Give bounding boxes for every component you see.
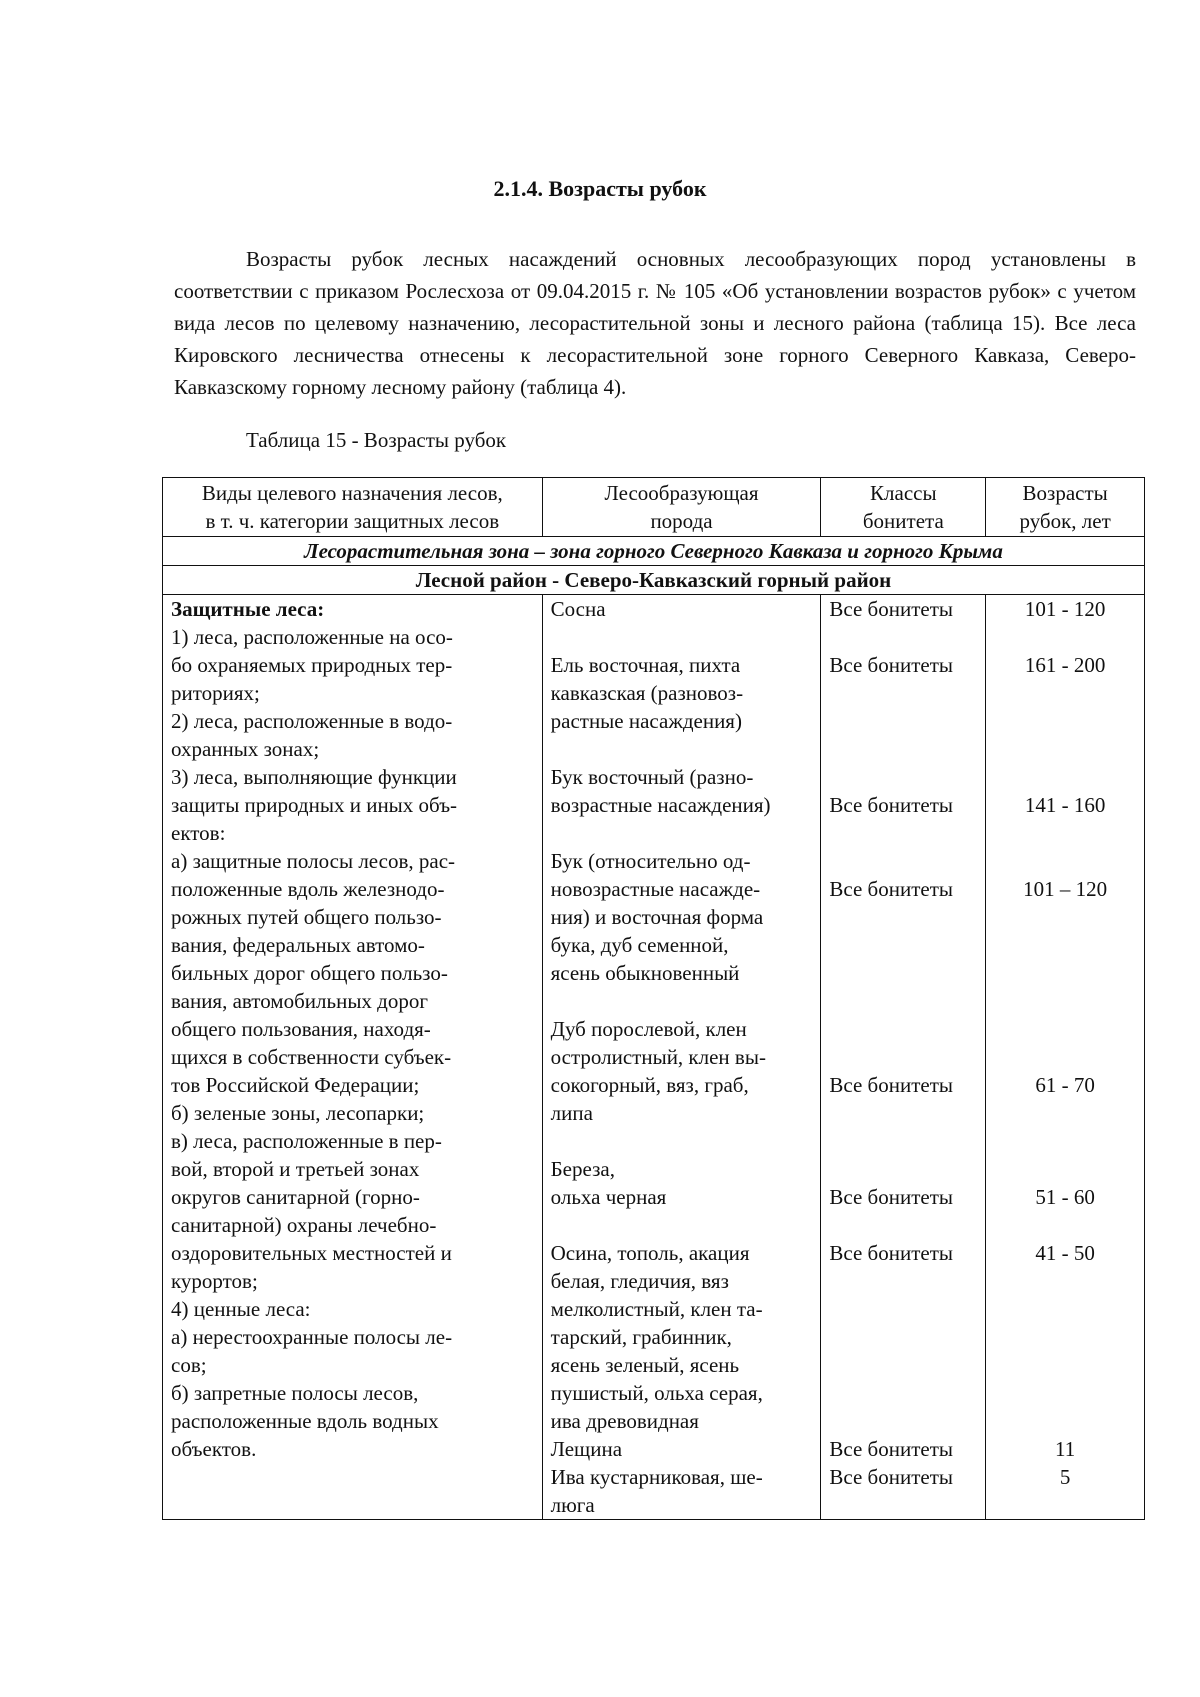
- cutting-age-table: [162, 477, 1145, 1520]
- age-line: 161 - 200: [1024, 653, 1106, 677]
- age-line: 11: [1055, 1437, 1076, 1461]
- class-line: [829, 1351, 977, 1379]
- age-line: [994, 1155, 1136, 1183]
- forest-purpose-line: 1) леса, расположенные на осо-: [171, 625, 453, 649]
- class-line: [829, 1099, 977, 1127]
- age-line: [994, 1127, 1136, 1155]
- forest-purpose-line: бильных дорог общего пользо-: [171, 961, 448, 985]
- age-line: [994, 707, 1136, 735]
- species-line: возрастные насаждения): [550, 793, 771, 817]
- age-line: 51 - 60: [1035, 1185, 1095, 1209]
- class-line: Все бонитеты: [829, 1185, 954, 1209]
- species-line: Бук (относительно од-: [550, 849, 751, 873]
- age-line: [994, 1407, 1136, 1435]
- species-line: Осина, тополь, акация: [550, 1241, 750, 1265]
- forest-purpose-line: б) зеленые зоны, лесопарки;: [171, 1101, 425, 1125]
- class-line: [829, 679, 977, 707]
- forest-purpose-line: в) леса, расположенные в пер-: [171, 1129, 442, 1153]
- class-line: [829, 707, 977, 735]
- age-line: [994, 819, 1136, 847]
- header-species: Лесообразующая порода: [542, 478, 821, 537]
- species-line: белая, гледичия, вяз: [550, 1269, 729, 1293]
- age-line: [994, 1211, 1136, 1239]
- species-line: [551, 987, 813, 1015]
- age-line: [994, 1015, 1136, 1043]
- class-line: [829, 1127, 977, 1155]
- species-line: Сосна: [550, 597, 606, 621]
- class-line: [829, 903, 977, 931]
- class-line: [829, 931, 977, 959]
- class-line: [829, 1015, 977, 1043]
- age-line: 101 – 120: [1023, 877, 1108, 901]
- species-line: бука, дуб семенной,: [550, 933, 729, 957]
- forest-purpose-line: а) защитные полосы лесов, рас-: [171, 849, 456, 873]
- class-line: Все бонитеты: [829, 877, 954, 901]
- age-line: [994, 847, 1136, 875]
- class-line: [829, 623, 977, 651]
- forest-purpose-line: рожных путей общего пользо-: [171, 905, 442, 929]
- species-line: Ива кустарниковая, ше-: [550, 1465, 763, 1489]
- zone-title: Лесорастительная зона – зона горного Северного Кавказа и горного Крыма: [163, 537, 1145, 566]
- forest-purpose-line: объектов.: [171, 1437, 257, 1461]
- age-line: [994, 987, 1136, 1015]
- class-line: [829, 1323, 977, 1351]
- species-line: Береза,: [550, 1157, 615, 1181]
- class-line: [829, 1407, 977, 1435]
- forest-purpose-line: сов;: [171, 1353, 207, 1377]
- class-line: [829, 959, 977, 987]
- class-line: Все бонитеты: [829, 1465, 954, 1489]
- species-line: мелколистный, клен та-: [550, 1297, 763, 1321]
- age-cell: [986, 595, 1145, 1520]
- age-line: 141 - 160: [1024, 793, 1106, 817]
- age-line: [994, 1099, 1136, 1127]
- species-line: Дуб порослевой, клен: [550, 1017, 747, 1041]
- forest-purpose-line: расположенные вдоль водных: [171, 1409, 439, 1433]
- class-line: [829, 735, 977, 763]
- intro-paragraph: Возрасты рубок лесных насаждений основных лесообразующих пород установлены в соответствии с приказом Рослесхоза от 09.04.2015 г. № 105 «Об установлении возрастов рубок» с учетом вида лесов по целевому назначению, лесорастительной зоны и лесного района (таблица 15). Все леса Кировского лесничества отнесены к лесорастительной зоне горного Северного Кавказа, Северо-Кавказскому горному лесному району (таблица 4).: [174, 247, 1136, 399]
- forest-purpose-line: тов Российской Федерации;: [171, 1073, 420, 1097]
- age-line: [994, 903, 1136, 931]
- species-line: ясень обыкновенный: [550, 961, 740, 985]
- class-line: [829, 987, 977, 1015]
- forest-purpose-line: бо охраняемых природных тер-: [171, 653, 453, 677]
- species-line: люга: [550, 1493, 595, 1517]
- class-cell: [821, 595, 986, 1520]
- forest-purpose-line: общего пользования, находя-: [171, 1017, 431, 1041]
- age-line: [994, 959, 1136, 987]
- class-line: [829, 1211, 977, 1239]
- species-line: кавказская (разновоз-: [550, 681, 744, 705]
- table-body-row: [163, 595, 1145, 1520]
- forest-purpose-line: ектов:: [171, 821, 226, 845]
- forest-purpose-line: вой, второй и третьей зонах: [171, 1157, 420, 1181]
- age-line: 5: [1059, 1465, 1071, 1489]
- species-line: Бук восточный (разно-: [550, 765, 754, 789]
- age-line: [994, 1043, 1136, 1071]
- class-line: [829, 1043, 977, 1071]
- class-line: [829, 819, 977, 847]
- forest-purpose-line: курортов;: [171, 1269, 258, 1293]
- forest-purpose-line: щихся в собственности субъек-: [171, 1045, 452, 1069]
- forest-purpose-line: округов санитарной (горно-: [171, 1185, 420, 1209]
- forest-purpose-line: Защитные леса:: [171, 597, 325, 621]
- zone-row: [163, 537, 1145, 566]
- age-line: 41 - 50: [1035, 1241, 1095, 1265]
- age-line: 61 - 70: [1035, 1073, 1095, 1097]
- age-line: [994, 623, 1136, 651]
- species-line: Лещина: [550, 1437, 623, 1461]
- forest-purpose-line: 3) леса, выполняющие функции: [171, 765, 457, 789]
- species-line: остролистный, клен вы-: [550, 1045, 766, 1069]
- header-class: Классы бонитета: [821, 478, 986, 537]
- age-line: [994, 679, 1136, 707]
- forest-purpose-line: защиты природных и иных объ-: [171, 793, 458, 817]
- species-line: [551, 1211, 813, 1239]
- header-purpose: Виды целевого назначения лесов, в т. ч. категории защитных лесов: [163, 478, 543, 537]
- species-line: новозрастные насажде-: [550, 877, 761, 901]
- forest-purpose-line: охранных зонах;: [171, 737, 320, 761]
- class-line: Все бонитеты: [829, 1437, 954, 1461]
- species-line: ольха черная: [550, 1185, 667, 1209]
- species-line: [551, 1127, 813, 1155]
- species-cell: [542, 595, 821, 1520]
- class-line: Все бонитеты: [829, 597, 954, 621]
- age-line: [994, 763, 1136, 791]
- class-line: [829, 1155, 977, 1183]
- species-line: Ель восточная, пихта: [550, 653, 741, 677]
- class-line: [829, 763, 977, 791]
- species-line: пушистый, ольха серая,: [550, 1381, 763, 1405]
- forest-purpose-line: 2) леса, расположенные в водо-: [171, 709, 453, 733]
- class-line: [829, 847, 977, 875]
- species-line: растные насаждения): [550, 709, 742, 733]
- species-line: ива древовидная: [550, 1409, 699, 1433]
- section-heading: 2.1.4. Возрасты рубок: [493, 176, 707, 201]
- forest-purpose-line: санитарной) охраны лечебно-: [171, 1213, 437, 1237]
- district-row: [163, 566, 1145, 595]
- forest-purpose-line: вания, автомобильных дорог: [171, 989, 428, 1013]
- forest-purpose-line: положенные вдоль железнодо-: [171, 877, 445, 901]
- species-line: ния) и восточная форма: [550, 905, 764, 929]
- age-line: [994, 1491, 1136, 1519]
- species-line: липа: [550, 1101, 593, 1125]
- class-line: Все бонитеты: [829, 793, 954, 817]
- class-line: [829, 1379, 977, 1407]
- class-line: [829, 1295, 977, 1323]
- age-line: [994, 931, 1136, 959]
- age-line: [994, 1295, 1136, 1323]
- class-line: [829, 1491, 977, 1519]
- age-line: [994, 735, 1136, 763]
- district-title: Лесной район - Северо-Кавказский горный район: [163, 566, 1145, 595]
- age-line: [994, 1267, 1136, 1295]
- class-line: Все бонитеты: [829, 1241, 954, 1265]
- class-line: Все бонитеты: [829, 1073, 954, 1097]
- species-line: [551, 735, 813, 763]
- age-line: [994, 1323, 1136, 1351]
- class-line: Все бонитеты: [829, 653, 954, 677]
- protective-forest-types-cell: [163, 595, 543, 1520]
- species-line: ясень зеленый, ясень: [550, 1353, 740, 1377]
- forest-purpose-line: риториях;: [171, 681, 260, 705]
- forest-purpose-line: а) нерестоохранные полосы ле-: [171, 1325, 453, 1349]
- age-line: 101 - 120: [1024, 597, 1106, 621]
- header-age: Возрасты рубок, лет: [986, 478, 1145, 537]
- table-caption: Таблица 15 - Возрасты рубок: [246, 428, 507, 452]
- species-line: [551, 819, 813, 847]
- species-line: сокогорный, вяз, граб,: [550, 1073, 749, 1097]
- forest-purpose-line: б) запретные полосы лесов,: [171, 1381, 419, 1405]
- species-line: [551, 623, 813, 651]
- age-line: [994, 1351, 1136, 1379]
- table-header-row: [163, 478, 1145, 537]
- forest-purpose-line: вания, федеральных автомо-: [171, 933, 425, 957]
- forest-purpose-line: 4) ценные леса:: [171, 1297, 311, 1321]
- forest-purpose-line: оздоровительных местностей и: [171, 1241, 452, 1265]
- species-line: тарский, грабинник,: [550, 1325, 732, 1349]
- age-line: [994, 1379, 1136, 1407]
- class-line: [829, 1267, 977, 1295]
